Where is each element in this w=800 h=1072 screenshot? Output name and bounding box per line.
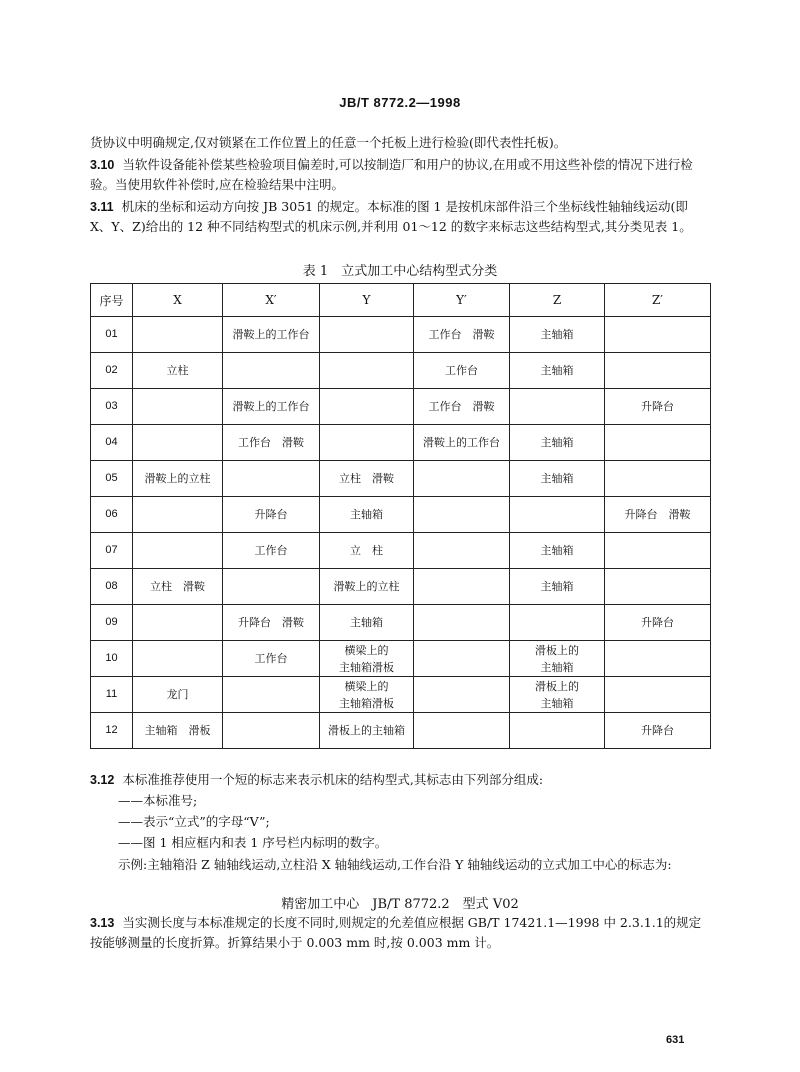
table-cell: 升降台 [223, 497, 320, 533]
table-cell: 横梁上的 主轴箱滑板 [320, 677, 414, 713]
table-cell [414, 641, 510, 677]
table-cell: 立柱 滑鞍 [320, 461, 414, 497]
table-cell [414, 461, 510, 497]
table-cell [133, 425, 223, 461]
table-cell: 主轴箱 [510, 317, 605, 353]
section-number: 3.10 [90, 158, 115, 172]
table-cell: 主轴箱 [510, 461, 605, 497]
table-row [91, 389, 711, 425]
section-3-13 [90, 913, 710, 953]
table-cell-seq: 04 [91, 425, 133, 461]
table-cell: 主轴箱 [320, 605, 414, 641]
table-cell: 龙门 [133, 677, 223, 713]
section-text: 本标准推荐使用一个短的标志来表示机床的结构型式,其标志由下列部分组成: [122, 772, 544, 787]
table-cell: 滑板上的 主轴箱 [510, 677, 605, 713]
table-cell: 工作台 滑鞍 [414, 317, 510, 353]
table-cell: 主轴箱 滑板 [133, 713, 223, 749]
table-cell: 主轴箱 [320, 497, 414, 533]
section-3-10 [90, 155, 710, 195]
table-cell: 主轴箱 [510, 533, 605, 569]
header-y: Y [320, 284, 414, 317]
table-cell [414, 713, 510, 749]
table-cell [414, 677, 510, 713]
table-cell: 工作台 滑鞍 [414, 389, 510, 425]
header-seq: 序号 [91, 284, 133, 317]
table-cell: 工作台 [223, 533, 320, 569]
table-cell-seq: 05 [91, 461, 133, 497]
table-cell: 工作台 滑鞍 [223, 425, 320, 461]
table-row [91, 677, 711, 713]
list-item: ——本标准号; [118, 793, 198, 808]
table-row [91, 317, 711, 353]
table-cell [320, 353, 414, 389]
table-cell: 主轴箱 [510, 569, 605, 605]
table-cell [320, 425, 414, 461]
table-cell: 滑鞍上的立柱 [320, 569, 414, 605]
page-number: 631 [666, 1034, 685, 1046]
table-cell [223, 569, 320, 605]
table-cell: 滑鞍上的工作台 [223, 317, 320, 353]
table-cell [133, 605, 223, 641]
table-cell-seq: 06 [91, 497, 133, 533]
table-cell: 升降台 滑鞍 [223, 605, 320, 641]
table-cell [605, 677, 711, 713]
table-cell [133, 497, 223, 533]
table-row [91, 605, 711, 641]
table-row [91, 353, 711, 389]
table-cell: 升降台 [605, 389, 711, 425]
table-cell: 升降台 [605, 605, 711, 641]
table-cell [223, 677, 320, 713]
section-number: 3.13 [90, 916, 115, 930]
header-z-prime: Z′ [605, 284, 711, 317]
table-row [91, 641, 711, 677]
table-row [91, 533, 711, 569]
table-cell: 滑鞍上的工作台 [223, 389, 320, 425]
table-cell [320, 389, 414, 425]
table-cell [605, 317, 711, 353]
table-cell-seq: 08 [91, 569, 133, 605]
table-cell: 滑鞍上的工作台 [414, 425, 510, 461]
table-cell [133, 533, 223, 569]
section-text: 当实测长度与本标准规定的长度不同时,则规定的允差值应根据 GB/T 17421.1—1998 中 2.3.1.1的规定按能够测量的长度折算。折算结果小于 0.003 mm 时,按 0.003 mm 计。 [90, 915, 702, 950]
table-cell [510, 713, 605, 749]
table-cell [510, 497, 605, 533]
section-text: 当软件设备能补偿某些检验项目偏差时,可以按制造厂和用户的协议,在用或不用这些补偿的情况下进行检验。当使用软件补偿时,应在检验结果中注明。 [90, 157, 693, 192]
header-z: Z [510, 284, 605, 317]
table-cell: 立 柱 [320, 533, 414, 569]
table-cell [510, 389, 605, 425]
table-cell [414, 497, 510, 533]
designation-example: 精密加工中心 JB/T 8772.2 型式 V02 [281, 897, 519, 912]
table-cell [605, 641, 711, 677]
table-cell [414, 569, 510, 605]
table-header-row [91, 284, 711, 317]
table-row [91, 569, 711, 605]
table-cell [133, 389, 223, 425]
table-cell [414, 605, 510, 641]
table-cell: 立柱 [133, 353, 223, 389]
table-cell: 立柱 滑鞍 [133, 569, 223, 605]
table-cell [223, 353, 320, 389]
table-caption: 表 1 立式加工中心结构型式分类 [302, 264, 498, 279]
list-item: ——图 1 相应框内和表 1 序号栏内标明的数字。 [118, 835, 388, 850]
table-row [91, 461, 711, 497]
table-cell [605, 353, 711, 389]
table-cell: 滑板上的主轴箱 [320, 713, 414, 749]
example-text: 示例:主轴箱沿 Z 轴轴线运动,立柱沿 X 轴轴线运动,工作台沿 Y 轴轴线运动的立式加工中心的标志为: [118, 857, 672, 872]
table-cell [223, 713, 320, 749]
table-cell [414, 533, 510, 569]
table-cell [320, 317, 414, 353]
section-number: 3.11 [90, 200, 114, 214]
page-header: JB/T 8772.2—1998 [339, 95, 461, 110]
table-row [91, 425, 711, 461]
structure-type-table [90, 283, 711, 749]
table-cell: 升降台 [605, 713, 711, 749]
table-row [91, 713, 711, 749]
section-number: 3.12 [90, 773, 115, 787]
table-cell: 滑鞍上的立柱 [133, 461, 223, 497]
table-cell: 工作台 [223, 641, 320, 677]
section-3-11 [90, 197, 710, 237]
list-item: ——表示“立式”的字母“V”; [118, 814, 270, 829]
table-cell: 滑板上的 主轴箱 [510, 641, 605, 677]
table-cell: 工作台 [414, 353, 510, 389]
table-cell [223, 461, 320, 497]
header-x: X [133, 284, 223, 317]
table-cell: 主轴箱 [510, 425, 605, 461]
intro-text: 货协议中明确规定,仅对锁紧在工作位置上的任意一个托板上进行检验(即代表性托板)。 [90, 135, 567, 150]
table-cell-seq: 01 [91, 317, 133, 353]
table-cell-seq: 10 [91, 641, 133, 677]
table-cell-seq: 07 [91, 533, 133, 569]
table-cell-seq: 11 [91, 677, 133, 713]
header-x-prime: X′ [223, 284, 320, 317]
table-cell [605, 461, 711, 497]
table-cell-seq: 09 [91, 605, 133, 641]
table-cell [605, 569, 711, 605]
table-cell-seq: 12 [91, 713, 133, 749]
table-cell-seq: 03 [91, 389, 133, 425]
table-row [91, 497, 711, 533]
table-cell [133, 641, 223, 677]
table-cell: 升降台 滑鞍 [605, 497, 711, 533]
table-cell: 主轴箱 [510, 353, 605, 389]
section-text: 机床的坐标和运动方向按 JB 3051 的规定。本标准的图 1 是按机床部件沿三个坐标线性轴轴线运动(即 X、Y、Z)给出的 12 种不同结构型式的机床示例,并利用 01～12 的数字来标志这些结构型式,其分类见表 1。 [90, 199, 692, 234]
section-3-12 [90, 770, 710, 790]
paragraph-intro [90, 133, 710, 153]
table-cell [510, 605, 605, 641]
header-y-prime: Y′ [414, 284, 510, 317]
table-cell [605, 425, 711, 461]
table-cell [133, 317, 223, 353]
table-cell: 横梁上的 主轴箱滑板 [320, 641, 414, 677]
table-cell [605, 533, 711, 569]
table-cell-seq: 02 [91, 353, 133, 389]
